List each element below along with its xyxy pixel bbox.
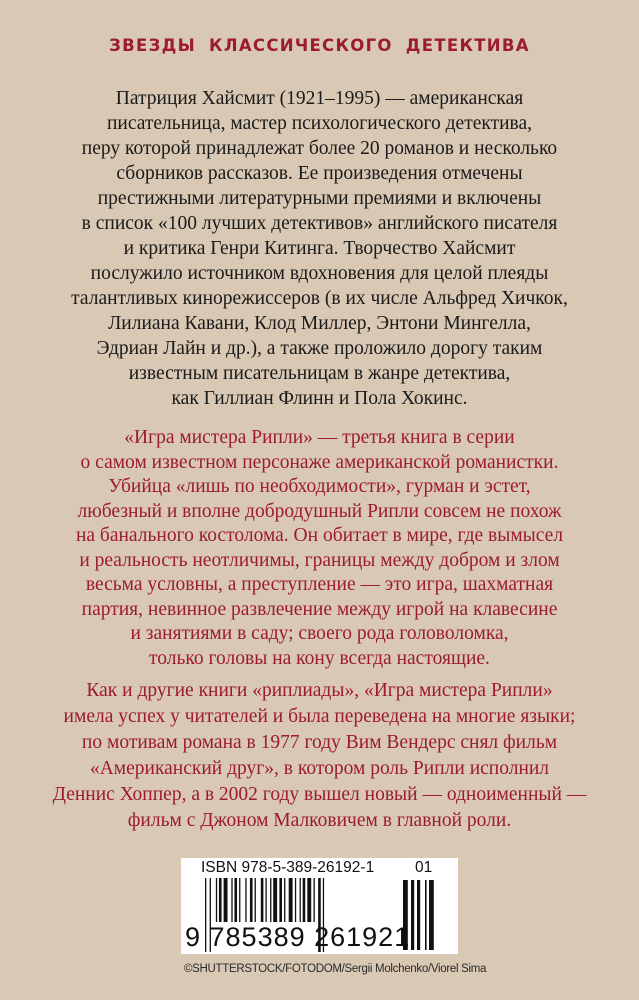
isbn-label: ISBN 978-5-389-26192-1: [201, 859, 375, 876]
text-line: «Игра мистера Рипли» — третья книга в серии: [124, 427, 515, 448]
text-line: весьма условны, а преступление — это игра, шахматная: [85, 574, 554, 595]
text-line: по мотивам романа в 1977 году Вим Вендерс снял фильм: [81, 732, 558, 753]
isbn-addon: 01: [415, 859, 433, 876]
series-title: ЗВЕЗДЫ КЛАССИЧЕСКОГО ДЕТЕКТИВА: [109, 36, 530, 55]
text-line: Эдриан Лайн и др.), а также проложило дорогу таким: [96, 338, 543, 359]
text-line: фильм с Джоном Малковичем в главной роли.: [127, 810, 512, 831]
photo-credit: ©SHUTTERSTOCK/FOTODOM/Sergii Molchenko/Viorel Sima: [184, 963, 487, 975]
barcode-bar: [270, 878, 271, 922]
text-line: писательница, мастер психологического детектива,: [106, 113, 533, 134]
text-line: талантливых кинорежиссеров (в их числе Альфред Хичкок,: [71, 288, 568, 309]
text-line: на банального костолома. Он обитает в мире, где вымысел: [75, 525, 564, 546]
barcode-digits: 9 785389 261921: [185, 922, 411, 952]
addon-bar: [417, 880, 420, 950]
addon-bar: [411, 880, 414, 950]
barcode-bar: [216, 878, 217, 922]
barcode-bar: [245, 878, 246, 922]
barcode-bar: [219, 878, 222, 922]
text-line: в список «100 лучших детективов» английского писателя: [81, 213, 558, 234]
text-line: о самом известном персонаже американской романистки.: [80, 451, 559, 473]
text-line: известным писательницам в жанре детектива,: [128, 363, 511, 384]
text-line: и реальность неотличимы, границы между добром и злом: [79, 549, 560, 571]
barcode-bar: [234, 878, 237, 922]
barcode-bar: [224, 878, 228, 922]
barcode-bar: [250, 878, 253, 922]
text-line: послужило источником вдохновения для целой плеяды: [90, 263, 549, 284]
text-line: Убийца «лишь по необходимости», гурман и эстет,: [108, 476, 531, 497]
barcode-bar: [261, 878, 264, 922]
adaptations-paragraph: [0, 678, 639, 834]
text-line: только головы на кону всегда настоящие.: [149, 647, 490, 669]
text-line: сборников рассказов. Ее произведения отмечены: [116, 163, 523, 184]
text-line: престижными литературными премиями и включены: [97, 188, 542, 209]
barcode-bar: [289, 878, 293, 922]
text-line: и критика Генри Китинга. Творчество Хайсмит: [123, 238, 516, 259]
barcode-bar: [295, 878, 296, 922]
barcode-bar: [255, 878, 256, 922]
text-line: Лилиана Кавани, Клод Миллер, Энтони Мингелла,: [108, 313, 531, 334]
text-line: имела успех у читателей и была переведена на многие языки;: [63, 706, 576, 727]
text-line: Как и другие книги «риплиады», «Игра мистера Рипли»: [86, 680, 553, 701]
barcode-bar: [239, 878, 240, 922]
barcode-bar: [265, 878, 266, 922]
text-line: «Американский друг», в котором роль Рипли исполнил: [89, 758, 550, 779]
barcode-bar: [231, 878, 232, 922]
barcode-bar: [303, 878, 306, 922]
addon-bar: [425, 880, 427, 950]
text-line: партия, невинное развлечение между игрой на клавесине: [81, 598, 558, 620]
text-line: и занятиями в саду; своего рода головоломка,: [130, 623, 509, 644]
text-line: как Гиллиан Флинн и Пола Хокинс.: [171, 388, 468, 409]
text-line: Патриция Хайсмит (1921–1995) — американская: [115, 88, 524, 109]
text-line: Деннис Хоппер, а в 2002 году вышел новый — одноименный —: [52, 784, 587, 805]
isbn-barcode: [181, 858, 458, 954]
author-bio-paragraph: [0, 86, 639, 411]
barcode-bar: [284, 878, 285, 922]
barcode-bar: [273, 878, 277, 922]
book-description-paragraph: [0, 426, 639, 671]
addon-bar: [429, 880, 434, 950]
barcode-bar: [300, 878, 301, 922]
text-line: перу которой принадлежат более 20 романов и несколько: [81, 138, 558, 159]
barcode-bar: [314, 878, 315, 922]
barcode-bar: [279, 878, 282, 922]
barcode-bar: [307, 878, 311, 922]
text-line: любезный и вполне добродушный Рипли совсем не похож: [77, 500, 562, 522]
